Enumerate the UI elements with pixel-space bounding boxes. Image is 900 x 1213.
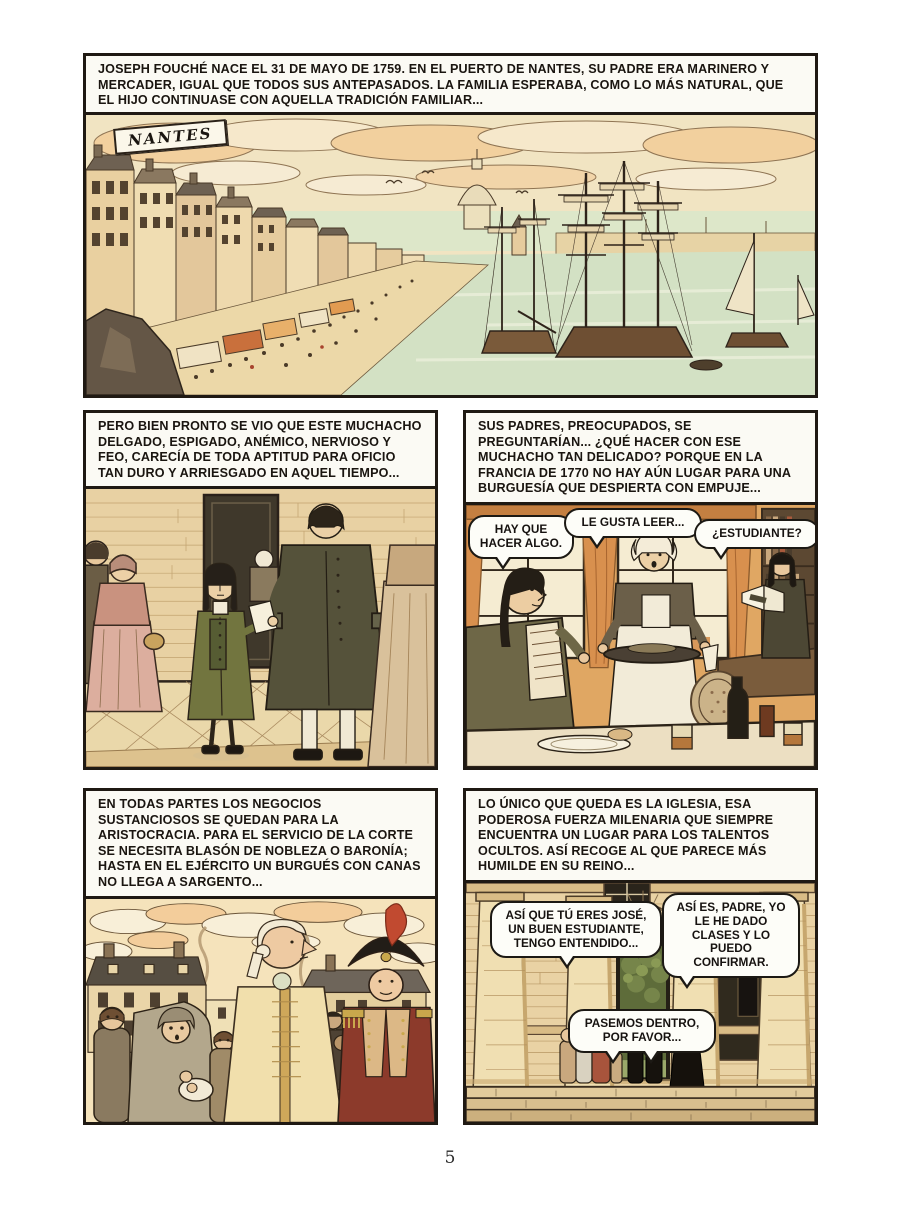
church-art xyxy=(466,883,815,1122)
speech-bubble xyxy=(662,893,800,978)
aristocracy-art xyxy=(86,899,435,1122)
harbor-art xyxy=(86,115,815,395)
panel-church-entrance xyxy=(463,788,818,1125)
bubble-tail xyxy=(642,1051,660,1064)
bubble-text: PASEMOS DENTRO, POR FAVOR... xyxy=(584,1015,700,1044)
panel3-caption: SUS PADRES, PREOCUPADOS, SE PREGUNTARÍAN... ¿QUÉ HACER CON ESE MUCHACHO TAN DELICADO? PORQUE EN LA FRANCIA DE 1770 NO HAY AÚN LUGAR PARA UNA BURGUESÍA QUE DESPIERTA CON EMPUJE... xyxy=(466,413,815,505)
panel2-caption: PERO BIEN PRONTO SE VIO QUE ESTE MUCHACHO DELGADO, ESPIGADO, ANÉMICO, NERVIOSO Y FEO, CARECÍA DE TODA APTITUD PARA OFICIO TAN DURO Y ARRIESGADO EN AQUEL TIEMPO... xyxy=(86,413,435,489)
street-scene-illustration xyxy=(86,489,435,767)
panel-street-walk xyxy=(83,410,438,770)
speech-bubble xyxy=(694,519,815,549)
bubble-text: HAY QUE HACER ALGO. xyxy=(479,521,563,550)
bubble-tail xyxy=(712,547,730,560)
bubble-text: LE GUSTA LEER... xyxy=(581,514,685,529)
panel-aristocracy-street xyxy=(83,788,438,1125)
panel-family-dining xyxy=(463,410,818,770)
harbor-scene-illustration xyxy=(86,115,815,395)
aristocracy-scene-illustration xyxy=(86,899,435,1122)
bubble-text: ASÍ ES, PADRE, YO LE HE DADO CLASES Y LO PUEDO CONFIRMAR. xyxy=(676,899,786,970)
intro-caption: JOSEPH FOUCHÉ NACE EL 31 DE MAYO DE 1759. EN EL PUERTO DE NANTES, SU PADRE ERA MARINERO Y MERCADER, IGUAL QUE TODOS SUS ANTEPASADOS. LA FAMILIA ESPERABA, COMO LO MÁS NATURAL, QUE EL HIJO CONTINUASE CON AQUELLA TRADICIÓN FAMILIAR... xyxy=(83,53,818,112)
panel5-caption: LO ÚNICO QUE QUEDA ES LA IGLESIA, ESA PODEROSA FUERZA MILENARIA QUE SIEMPRE ENCUENTRA UN LUGAR PARA LOS TALENTOS OCULTOS. ASÍ RECOGE AL QUE PARECE MÁS HUMILDE EN SU REINO... xyxy=(466,791,815,883)
panel-nantes-harbor xyxy=(83,112,818,398)
dining-art xyxy=(466,505,815,767)
speech-bubble xyxy=(468,515,574,559)
street-art xyxy=(86,489,435,767)
bubble-text: ASÍ QUE TÚ ERES JOSÉ, UN BUEN ESTUDIANTE, TENGO ENTENDIDO... xyxy=(505,907,647,950)
speech-bubble xyxy=(564,508,702,538)
bubble-tail xyxy=(494,557,512,570)
bubble-tail xyxy=(678,976,696,989)
panel4-caption: EN TODAS PARTES LOS NEGOCIOS SUSTANCIOSOS SE QUEDAN PARA LA ARISTOCRACIA. PARA EL SERVICIO DE LA CORTE SE NECESITA BLASÓN DE NOBLEZA O BARONÍA; HASTA EN EL EJÉRCITO UN BURGUÉS CON CANAS NO LLEGA A SARGENTO... xyxy=(86,791,435,899)
bubble-tail xyxy=(588,536,606,549)
page-number: 5 xyxy=(444,1148,456,1168)
bubble-text: ¿ESTUDIANTE? xyxy=(712,525,802,540)
speech-bubble xyxy=(568,1009,716,1053)
bubble-tail xyxy=(604,1051,622,1064)
speech-bubble xyxy=(490,901,662,958)
bubble-tail xyxy=(558,956,576,969)
nantes-banner: NANTES xyxy=(113,119,227,155)
